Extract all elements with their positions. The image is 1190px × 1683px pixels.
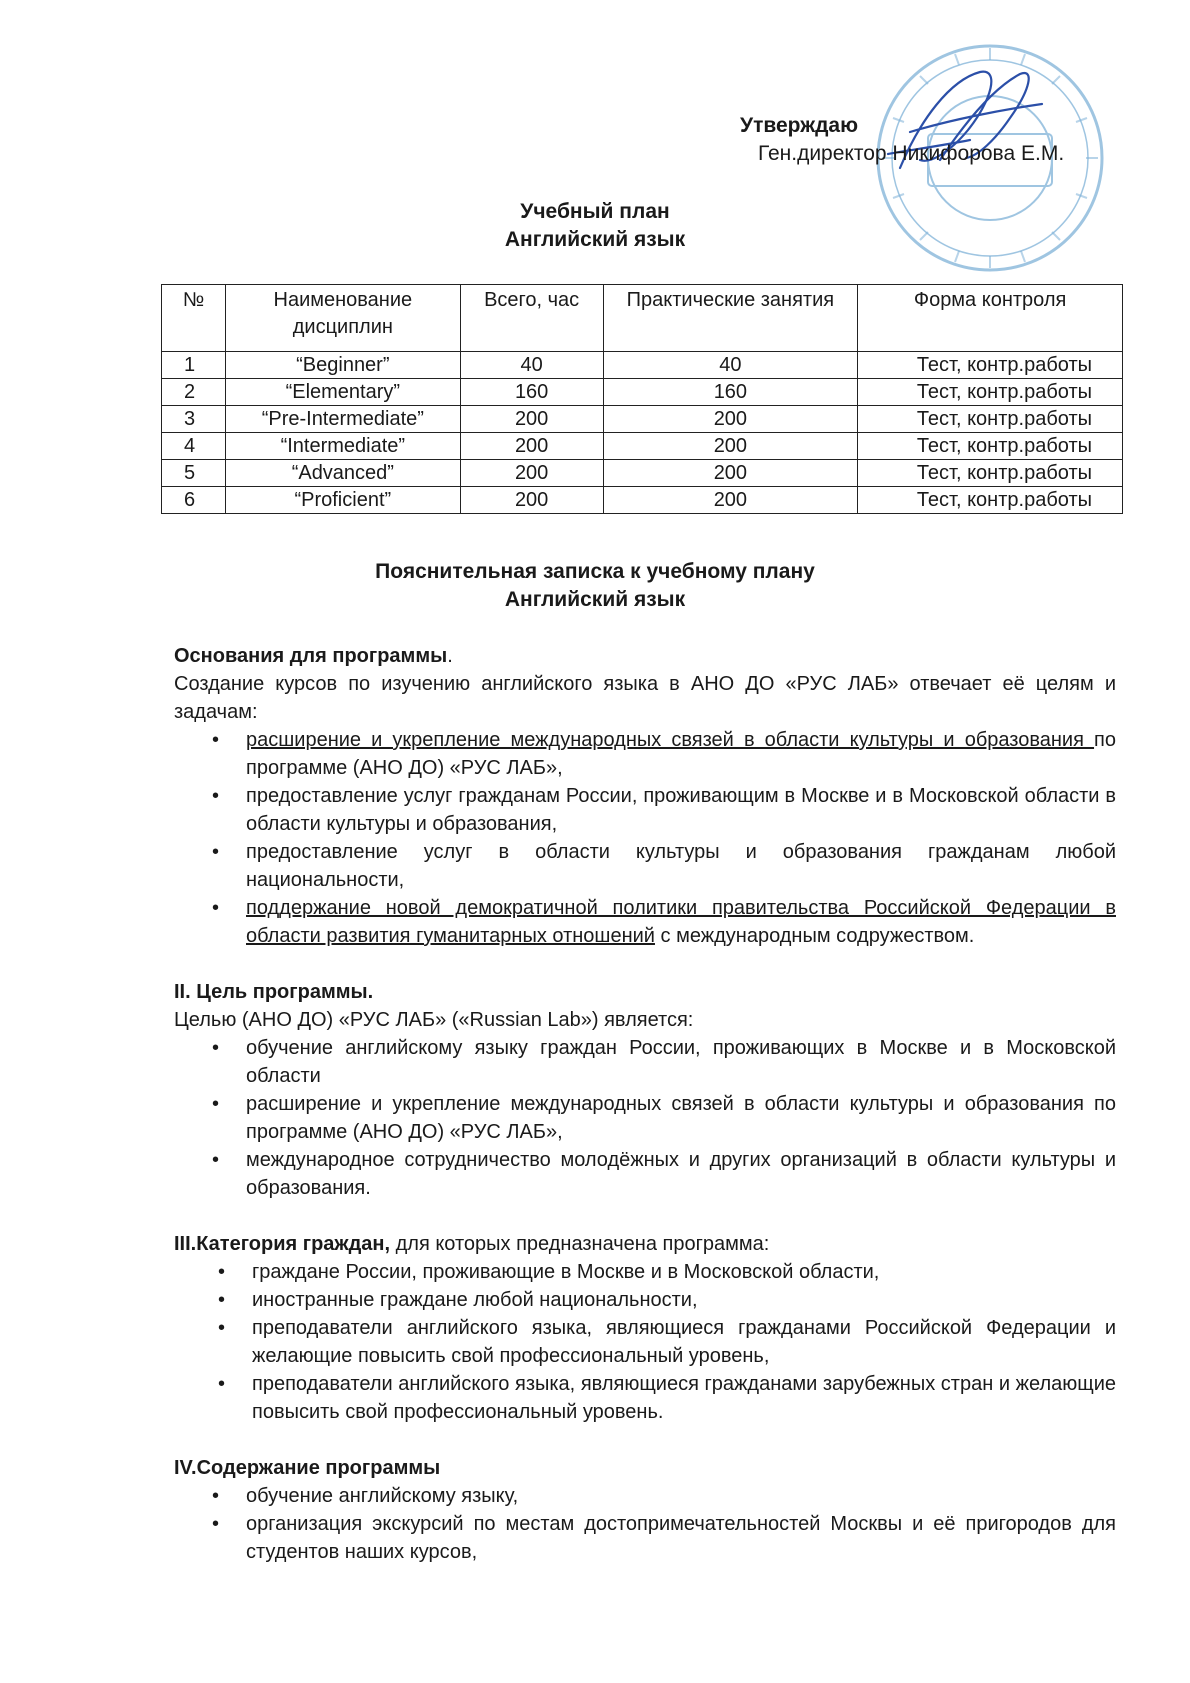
cell-control: Тест, контр.работы	[858, 487, 1123, 514]
cell-number: 6	[162, 487, 226, 514]
cell-practice: 40	[603, 352, 858, 379]
section-2-intro: Целью (АНО ДО) «РУС ЛАБ» («Russian Lab») является:	[174, 1009, 694, 1031]
section-1-intro: Создание курсов по изучению английского языка в АНО ДО «РУС ЛАБ» отвечает её целям и задачам:	[174, 673, 1116, 723]
list-item: • преподаватели английского языка, являющиеся гражданами зарубежных стран и желающие повысить свой профессиональный уровень.	[174, 1370, 1116, 1426]
cell-total: 200	[460, 487, 603, 514]
list-item-underlined: расширение и укрепление международных связей в области культуры и образования	[246, 729, 1095, 751]
table-header-row	[162, 285, 1123, 352]
cell-total: 200	[460, 406, 603, 433]
cell-total: 200	[460, 433, 603, 460]
cell-discipline: “Elementary”	[225, 379, 460, 406]
cell-number: 4	[162, 433, 226, 460]
section-3-heading: III.Категория граждан,	[174, 1233, 391, 1255]
table-row	[162, 487, 1123, 514]
list-item: • организация экскурсий по местам достопримечательностей Москвы и её пригородов для студентов наших курсов,	[174, 1510, 1116, 1566]
cell-discipline: “Pre-Intermediate”	[225, 406, 460, 433]
cell-practice: 200	[603, 487, 858, 514]
section-3-heading-line	[174, 1230, 1116, 1258]
list-item: • обучение английскому языку,	[174, 1482, 1116, 1510]
cell-total: 40	[460, 352, 603, 379]
section-1-heading: Основания для программы	[174, 645, 448, 667]
list-item-text: предоставление услуг гражданам России, проживающим в Москве и в Московской области в области культуры и образования,	[246, 785, 1116, 835]
section-3-heading-tail: для которых предназначена программа:	[390, 1233, 770, 1255]
table-row	[162, 379, 1123, 406]
list-item-text: по программе (АНО ДО) «РУС ЛАБ»,	[246, 729, 1116, 779]
cell-control: Тест, контр.работы	[858, 379, 1123, 406]
section-3-list	[174, 1258, 1116, 1426]
cell-number: 3	[162, 406, 226, 433]
list-item: • преподаватели английского языка, являющиеся гражданами Российской Федерации и желающие повысить свой профессиональный уровень,	[174, 1314, 1116, 1370]
col-header-discipline: Наименование дисциплин	[225, 285, 460, 352]
list-item	[174, 726, 1116, 782]
cell-discipline: “Beginner”	[225, 352, 460, 379]
list-item	[174, 894, 1116, 950]
cell-discipline: “Proficient”	[225, 487, 460, 514]
col-header-number: №	[162, 285, 226, 352]
plan-title: Учебный план	[520, 200, 670, 223]
col-header-control: Форма контроля	[858, 285, 1123, 352]
plan-subtitle: Английский язык	[504, 228, 686, 251]
explanatory-note-body	[174, 642, 1116, 1566]
cell-total: 160	[460, 379, 603, 406]
cell-number: 2	[162, 379, 226, 406]
cell-control: Тест, контр.работы	[858, 460, 1123, 487]
list-item	[174, 782, 1116, 838]
list-item-text: предоставление услуг в области культуры и образования гражданам любой национальности,	[246, 841, 1116, 891]
list-item: • граждане России, проживающие в Москве и в Московской области,	[174, 1258, 1116, 1286]
note-title: Пояснительная записка к учебному плану	[375, 560, 815, 583]
cell-practice: 200	[603, 433, 858, 460]
cell-control: Тест, контр.работы	[858, 352, 1123, 379]
cell-control: Тест, контр.работы	[858, 406, 1123, 433]
section-4-list	[174, 1482, 1116, 1566]
note-subtitle: Английский язык	[504, 588, 686, 611]
list-item-underlined: поддержание новой демократичной политики правительства Российской Федерации в области развития гуманитарных отношений	[246, 897, 1116, 947]
approval-block	[740, 112, 1140, 168]
table-row	[162, 433, 1123, 460]
cell-practice: 200	[603, 460, 858, 487]
cell-practice: 200	[603, 406, 858, 433]
section-1-heading-line	[174, 642, 1116, 670]
list-item: • расширение и укрепление международных связей в области культуры и образования по программе (АНО ДО) «РУС ЛАБ»,	[174, 1090, 1116, 1146]
cell-number: 1	[162, 352, 226, 379]
list-item-text: с международным содружеством.	[654, 925, 975, 947]
section-4-heading: IV.Содержание программы	[174, 1457, 441, 1479]
section-1-list	[174, 726, 1116, 950]
list-item: • иностранные граждане любой национальности,	[174, 1286, 1116, 1314]
table-row	[162, 406, 1123, 433]
table-row	[162, 460, 1123, 487]
approval-signatory: Ген.директор Никифорова Е.М.	[758, 142, 1065, 165]
cell-control: Тест, контр.работы	[858, 433, 1123, 460]
curriculum-table	[161, 284, 1123, 514]
cell-discipline: “Advanced”	[225, 460, 460, 487]
col-header-practice: Практические занятия	[603, 285, 858, 352]
approval-title: Утверждаю	[740, 114, 859, 137]
list-item: • международное сотрудничество молодёжных и других организаций в области культуры и образования.	[174, 1146, 1116, 1202]
cell-discipline: “Intermediate”	[225, 433, 460, 460]
cell-practice: 160	[603, 379, 858, 406]
list-item: • обучение английскому языку граждан России, проживающих в Москве и в Московской области	[174, 1034, 1116, 1090]
list-item	[174, 838, 1116, 894]
section-2-heading: II. Цель программы.	[174, 981, 374, 1003]
cell-total: 200	[460, 460, 603, 487]
cell-number: 5	[162, 460, 226, 487]
col-header-total-hours: Всего, час	[460, 285, 603, 352]
table-body	[162, 352, 1123, 514]
section-1-heading-tail: .	[447, 645, 453, 667]
section-2-list	[174, 1034, 1116, 1202]
table-row	[162, 352, 1123, 379]
